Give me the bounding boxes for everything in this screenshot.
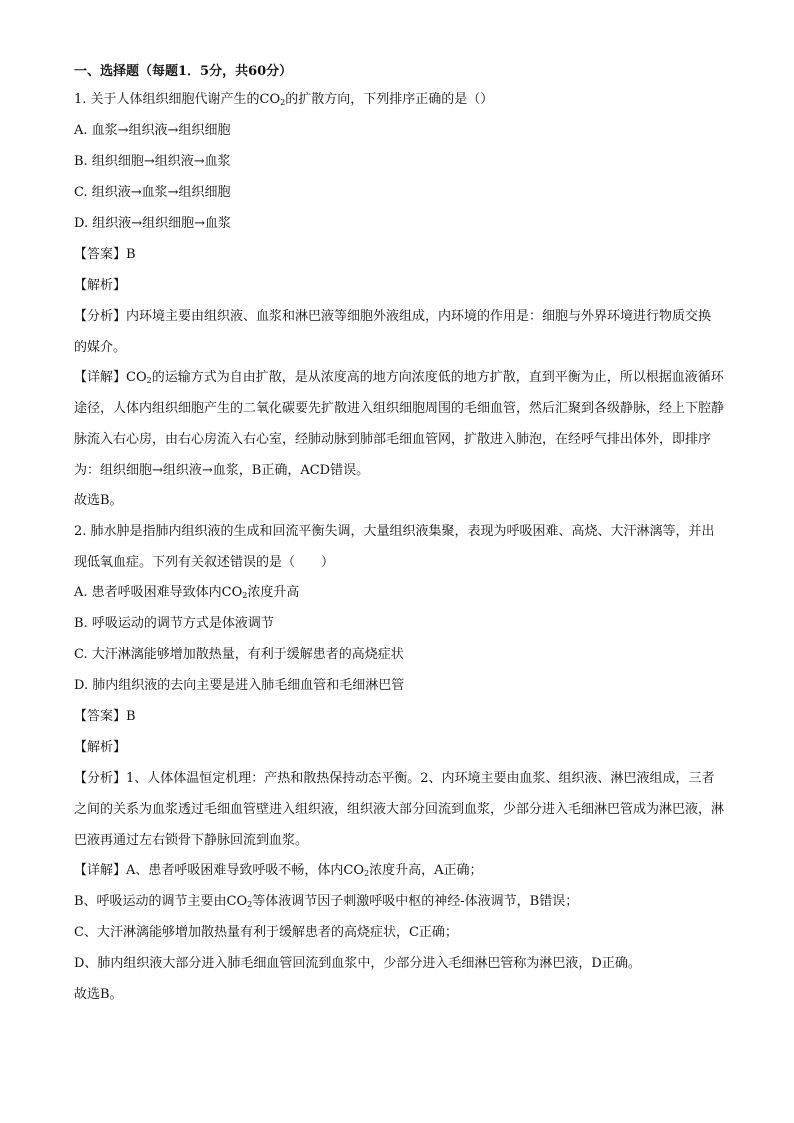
q2-conclusion: 故选B。 (74, 987, 123, 1002)
q2-fenxi: 【分析】1、人体体温恒定机理：产热和散热保持动态平衡。2、内环境主要由血浆、组织液、淋巴液组成，三者之间的关系为血浆透过毛细血管壁进入组织液，组织液大部分回流到血浆，少部分进入毛细淋巴管成为淋巴液，淋巴液再通过左右锁骨下静脉回流到血浆。 (74, 771, 725, 848)
q1-option-c: C. 组织液→血浆→组织细胞 (74, 185, 231, 200)
section-title: 一、选择题（每题1．5分，共60分） (74, 64, 293, 79)
q1-xiangjie: 【详解】$CO_2$的运输方式为自由扩散，是从浓度高的地方向浓度低的地方扩散，直到平衡为止，所以根据血液循环途径，人体内组织细胞产生的二氧化碳要先扩散进入组织细胞周围的毛细血管，然后汇聚到各级静脉，经上下腔静脉流入右心房，由右心房流入右心室，经肺动脉到肺部毛细血管网，扩散进入肺泡，在经呼气排出体外，即排序为：组织细胞→组织液→血浆，B正确，ACD错误。 (74, 370, 725, 478)
q2-xiangjie-b: B、呼吸运动的调节主要由$CO_2$等体液调节因子刺激呼吸中枢的神经-体液调节，B错误； (74, 894, 579, 909)
q1-answer: 【答案】B (74, 247, 136, 262)
q2-xiangjie-d: D、肺内组织液大部分进入肺毛细血管回流到血浆中，少部分进入毛细淋巴管称为淋巴液，D正确。 (74, 956, 641, 971)
q2-xiangjie-c: C、大汗淋漓能够增加散热量有利于缓解患者的高烧症状，C正确； (74, 925, 458, 940)
q2-analysis-label: 【解析】 (74, 740, 127, 755)
q1-stem: 1. 关于人体组织细胞代谢产生的$CO_2$的扩散方向，下列排序正确的是（） (74, 92, 494, 107)
q2-stem: 2. 肺水肿是指肺内组织液的生成和回流平衡失调，大量组织液集聚，表现为呼吸困难、高烧、大汗淋漓等，并出现低氧血症。下列有关叙述错误的是（ ） (74, 524, 715, 570)
q2-option-d: D. 肺内组织液的去向主要是进入肺毛细血管和毛细淋巴管 (74, 678, 405, 693)
q2-xiangjie-a: 【详解】A、患者呼吸困难导致呼吸不畅，体内$CO_2$浓度升高，A正确； (74, 863, 483, 878)
q2-option-b: B. 呼吸运动的调节方式是体液调节 (74, 616, 274, 631)
q1-option-a: A. 血浆→组织液→组织细胞 (74, 123, 231, 138)
q2-option-c: C. 大汗淋漓能够增加散热量，有利于缓解患者的高烧症状 (74, 647, 404, 662)
document-content (74, 62, 724, 1016)
q1-analysis-label: 【解析】 (74, 278, 127, 293)
q1-fenxi: 【分析】内环境主要由组织液、血浆和淋巴液等细胞外液组成，内环境的作用是：细胞与外界环境进行物质交换的媒介。 (74, 309, 712, 355)
q1-conclusion: 故选B。 (74, 493, 123, 508)
q1-option-d: D. 组织液→组织细胞→血浆 (74, 216, 232, 231)
q2-answer: 【答案】B (74, 709, 136, 724)
q2-option-a: A. 患者呼吸困难导致体内$CO_2$浓度升高 (74, 585, 300, 600)
q1-option-b: B. 组织细胞→组织液→血浆 (74, 154, 231, 169)
